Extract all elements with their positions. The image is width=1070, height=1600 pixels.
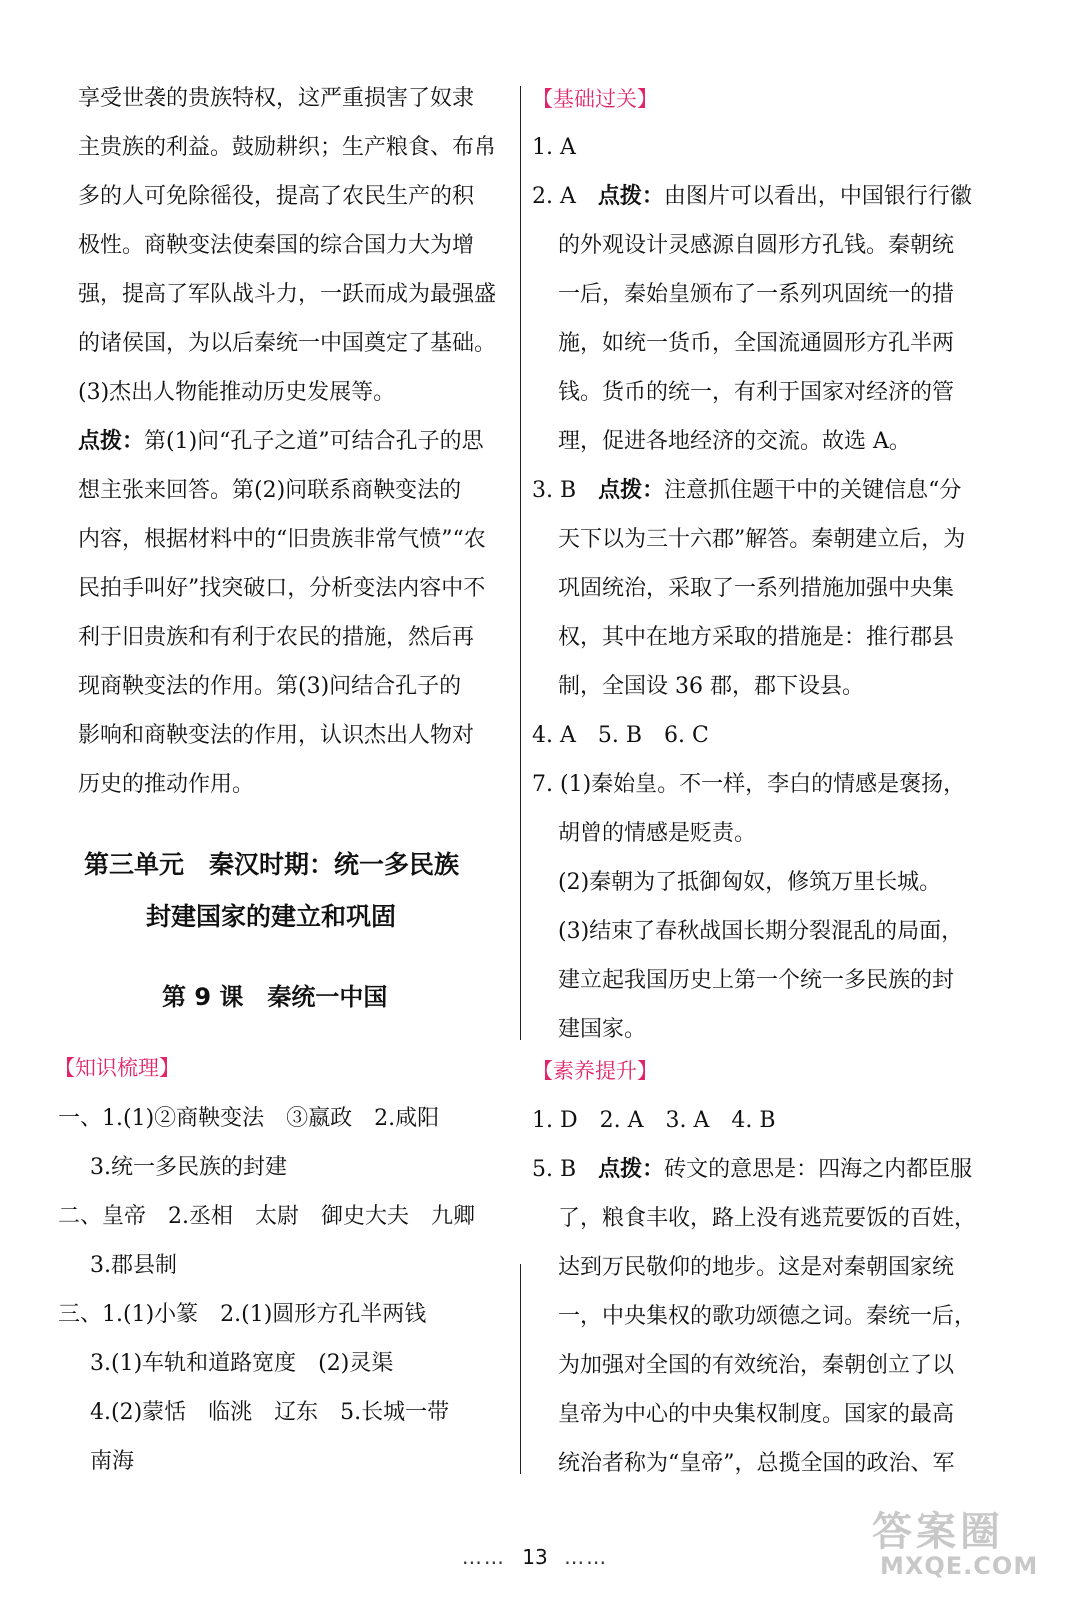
hint-label: 点拨： (598, 478, 665, 503)
footer-dots: …… (461, 1545, 506, 1569)
hint-line (78, 427, 484, 457)
text-line: 现商鞅变法的作用。第(3)问结合孔子的 (78, 674, 462, 699)
unit-title: 第三单元 秦汉时期：统一多民族 (84, 850, 460, 879)
hint-text: 注意抓住题干中的关键信息“分 (664, 478, 962, 503)
answer-line: 三、1.(1)小篆 2.(1)圆形方孔半两钱 (58, 1302, 427, 1327)
hint-text: 由图片可以看出，中国银行行徽 (663, 184, 972, 209)
question-number: 5. B (532, 1157, 599, 1182)
text-line: 建国家。 (558, 1017, 647, 1042)
answer-line: 3.统一多民族的封建 (90, 1155, 287, 1180)
answer-line: 南海 (90, 1449, 135, 1474)
text-line: 统治者称为“皇帝”，总揽全国的政治、军 (558, 1451, 955, 1476)
watermark-logo-text: 答案圈 (872, 1509, 1004, 1555)
hint-text: 第(1)问“孔子之道”可结合孔子的思 (144, 429, 484, 454)
watermark (860, 1500, 1060, 1596)
hint-text: 砖文的意思是：四海之内都臣服 (664, 1157, 973, 1182)
text-line: 了，粮食丰收，路上没有逃荒要饭的百姓， (558, 1206, 977, 1231)
hint-label: 点拨： (597, 184, 664, 209)
text-line: 想主张来回答。第(2)问联系商鞅变法的 (78, 478, 462, 503)
answer-line (532, 476, 961, 506)
text-line: 天下以为三十六郡”解答。秦朝建立后，为 (558, 527, 966, 552)
text-line: 施，如统一货币，全国流通圆形方孔半两 (558, 331, 955, 356)
unit-subtitle: 封建国家的建立和巩固 (146, 902, 397, 931)
text-line: 内容，根据材料中的“旧贵族非常气愤”“农 (78, 527, 486, 552)
answer-line: 4.(2)蒙恬 临洮 辽东 5.长城一带 (90, 1400, 450, 1425)
column-divider (520, 1264, 521, 1474)
answer-line: 1. A (532, 135, 576, 160)
answer-line (532, 182, 972, 212)
text-line: 皇帝为中心的中央集权制度。国家的最高 (558, 1402, 955, 1427)
text-line: 民拍手叫好”找突破口，分析变法内容中不 (78, 576, 486, 601)
answer-line: 3.(1)车轨和道路宽度 (2)灵渠 (90, 1351, 394, 1376)
answer-line: 3.郡县制 (90, 1253, 177, 1278)
text-line: 主贵族的利益。鼓励耕织；生产粮食、布帛 (78, 135, 497, 160)
text-line: 极性。商鞅变法使秦国的综合国力大为增 (78, 233, 475, 258)
text-line: 享受世袭的贵族特权，这严重损害了奴隶 (78, 86, 475, 111)
text-line: 钱。货币的统一，有利于国家对经济的管 (558, 380, 955, 405)
text-line: 达到万民敬仰的地步。这是对秦朝国家统 (558, 1255, 955, 1280)
text-line: 一，中央集权的歌功颂德之词。秦统一后， (558, 1304, 977, 1329)
text-line: (3)结束了春秋战国长期分裂混乱的局面， (558, 919, 964, 944)
question-number: 2. A (532, 184, 598, 209)
question-number: 3. B (532, 478, 599, 503)
column-divider (520, 86, 521, 1040)
text-line: 的诸侯国，为以后秦统一中国奠定了基础。 (78, 331, 497, 356)
text-line: (2)秦朝为了抵御匈奴，修筑万里长城。 (558, 870, 942, 895)
text-line: 理，促进各地经济的交流。故选 A。 (558, 429, 911, 454)
footer-dots: …… (564, 1545, 609, 1569)
page-number: 13 (522, 1545, 548, 1569)
text-line: 强，提高了军队战斗力，一跃而成为最强盛 (78, 282, 497, 307)
lesson-title: 第 9 课 秦统一中国 (162, 983, 388, 1011)
hint-label: 点拨： (78, 429, 145, 454)
answer-line: 4. A 5. B 6. C (532, 723, 709, 748)
text-line: 胡曾的情感是贬责。 (558, 821, 757, 846)
text-line: 为加强对全国的有效统治，秦朝创立了以 (558, 1353, 955, 1378)
watermark-site-text: MXQE.COM (880, 1552, 1039, 1580)
answer-line: 1. D 2. A 3. A 4. B (532, 1108, 776, 1133)
answer-line: 二、皇帝 2.丞相 太尉 御史大夫 九卿 (58, 1204, 475, 1229)
text-line: 历史的推动作用。 (78, 772, 255, 797)
text-line: (3)杰出人物能推动历史发展等。 (78, 380, 396, 405)
text-line: 权，其中在地方采取的措施是：推行郡县 (558, 625, 955, 650)
answer-line: 7. (1)秦始皇。不一样，李白的情感是褒扬， (532, 772, 966, 797)
section-tag-improve: 【素养提升】 (532, 1059, 658, 1083)
text-line: 利于旧贵族和有利于农民的措施，然后再 (78, 625, 475, 650)
text-line: 建立起我国历史上第一个统一多民族的封 (558, 968, 955, 993)
text-line: 制，全国设 36 郡，郡下设县。 (558, 674, 864, 699)
text-line: 影响和商鞅变法的作用，认识杰出人物对 (78, 723, 475, 748)
answer-line: 一、1.(1)②商鞅变法 ③嬴政 2.咸阳 (58, 1106, 440, 1131)
text-line: 巩固统治，采取了一系列措施加强中央集 (558, 576, 955, 601)
hint-label: 点拨： (598, 1157, 665, 1182)
text-line: 的外观设计灵感源自圆形方孔钱。秦朝统 (558, 233, 955, 258)
text-line: 多的人可免除徭役，提高了农民生产的积 (78, 184, 475, 209)
section-tag-knowledge: 【知识梳理】 (54, 1056, 180, 1080)
answer-line (532, 1155, 972, 1185)
text-line: 一后，秦始皇颁布了一系列巩固统一的措 (558, 282, 955, 307)
section-tag-basic: 【基础过关】 (532, 87, 658, 111)
